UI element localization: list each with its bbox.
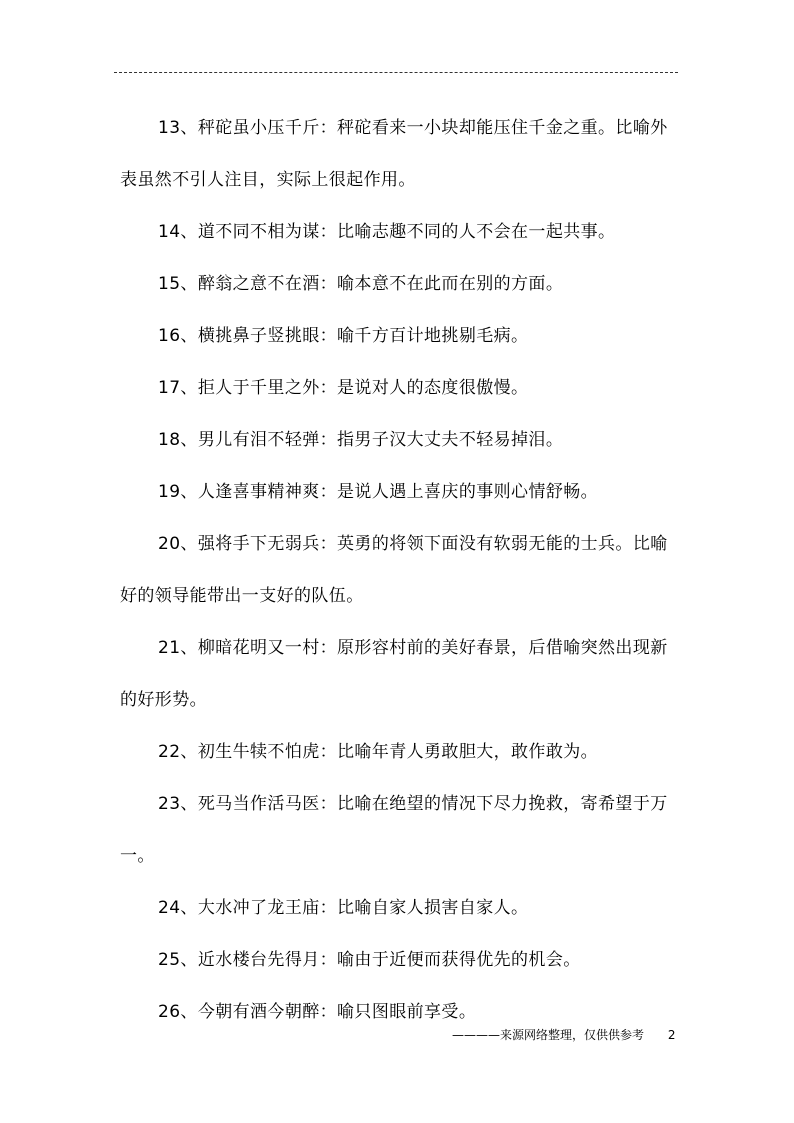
idiom-entry-19: 19、人逢喜事精神爽：是说人遇上喜庆的事则心情舒畅。 [158,482,599,502]
idiom-entry-23: 23、死马当作活马医：比喻在绝望的情况下尽力挽救，寄希望于万一。 [120,794,668,866]
idiom-entry-18: 18、男儿有泪不轻弹：指男子汉大丈夫不轻易掉泪。 [158,430,564,450]
page-footer [452,1026,675,1043]
idiom-entry-25: 25、近水楼台先得月：喻由于近便而获得优先的机会。 [158,950,581,970]
idiom-entry-26: 26、今朝有酒今朝醉：喻只图眼前享受。 [158,1002,477,1022]
idiom-entry-24: 24、大水冲了龙王庙：比喻自家人损害自家人。 [158,898,529,918]
idiom-entry-20: 20、强将手下无弱兵：英勇的将领下面没有软弱无能的士兵。比喻好的领导能带出一支好的队伍。 [120,534,668,606]
idiom-entry-21: 21、柳暗花明又一村：原形容村前的美好春景，后借喻突然出现新的好形势。 [120,638,668,710]
idiom-entry-16: 16、横挑鼻子竖挑眼：喻千方百计地挑剔毛病。 [158,326,529,346]
idiom-list [120,102,676,1038]
footer-source-note: ————来源网络整理，仅供供参考 [452,1028,645,1042]
idiom-entry-14: 14、道不同不相为谋：比喻志趣不同的人不会在一起共事。 [158,222,616,242]
idiom-entry-15: 15、醉翁之意不在酒：喻本意不在此而在别的方面。 [158,274,564,294]
page-number: 2 [667,1028,676,1042]
idiom-entry-13: 13、秤砣虽小压千斤：秤砣看来一小块却能压住千金之重。比喻外表虽然不引人注目，实际上很起作用。 [120,118,668,190]
header-divider [114,72,678,73]
idiom-entry-22: 22、初生牛犊不怕虎：比喻年青人勇敢胆大，敢作敢为。 [158,742,599,762]
idiom-entry-17: 17、拒人于千里之外：是说对人的态度很傲慢。 [158,378,529,398]
